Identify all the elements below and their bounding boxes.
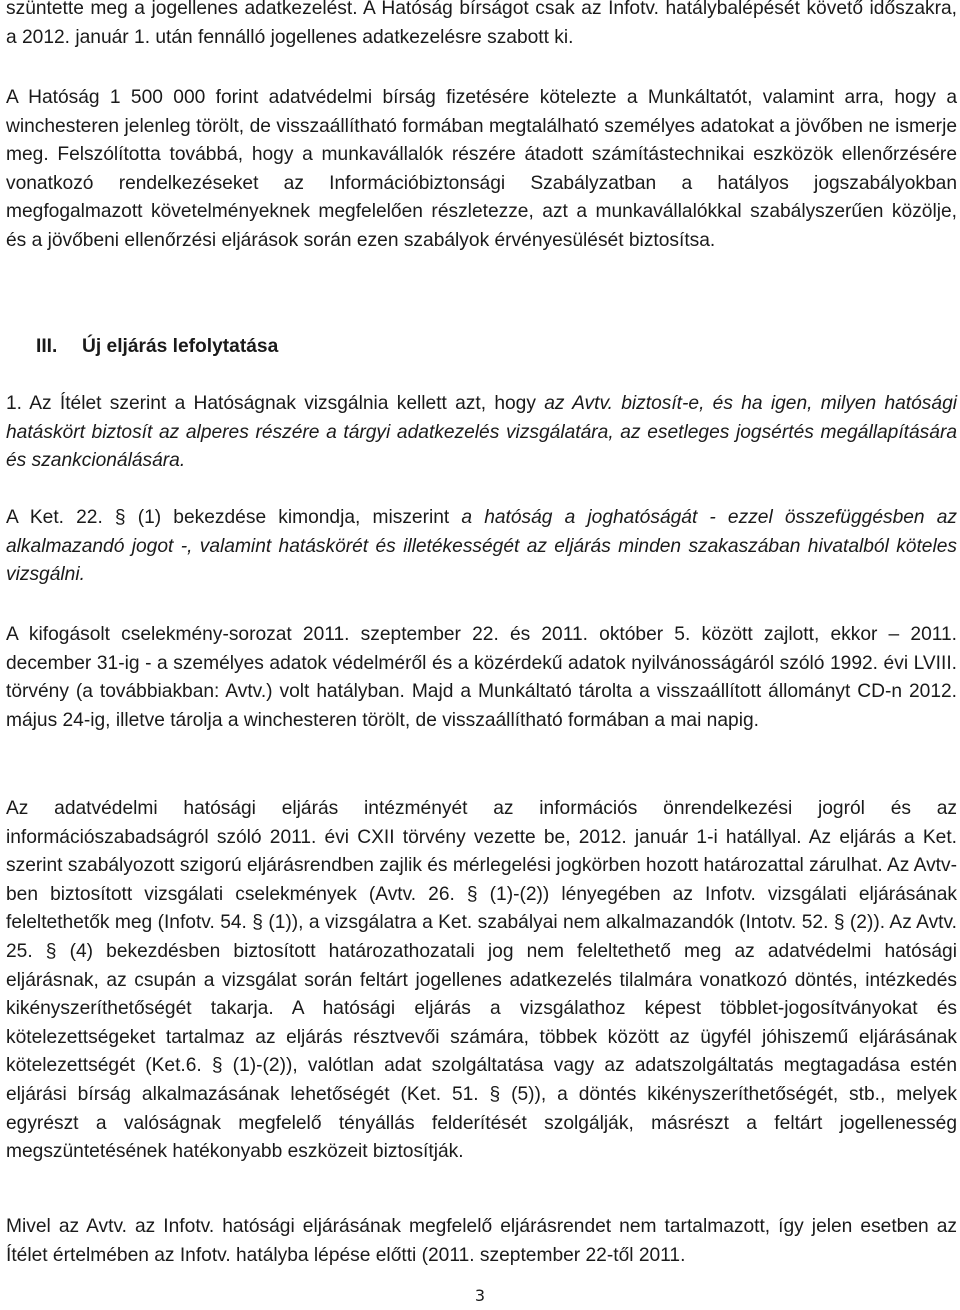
page-number: 3 — [474, 1286, 486, 1305]
paragraph-7: Mivel az Avtv. az Infotv. hatósági eljárásának megfelelő eljárásrendet nem tartalmazott, így jelen esetben az Ítélet értelmében az Infotv. hatályba lépése előtti (2011. szeptember 22-től 2011. — [6, 1216, 957, 1266]
paragraph-5: A kifogásolt cselekmény-sorozat 2011. szeptember 22. és 2011. október 5. között zajlott, ekkor – 2011. december 31-ig - a személyes adatok védelméről és a közérdekű adatok nyilvánosságáról szóló 1992. évi LVIII. törvény (a továbbiakban: Avtv.) volt hatályban. Majd a Munkáltató tárolta a visszaállított állományt CD-n 2012. május 24-ig, illetve tárolja a winchesteren törölt, de visszaállítható formában a mai napig. — [6, 624, 957, 731]
paragraph-3-lead: 1. Az Ítélet szerint a Hatóságnak vizsgálnia kellett azt, hogy — [6, 393, 545, 414]
paragraph-4-lead: A Ket. 22. § (1) bekezdése kimondja, miszerint — [6, 507, 462, 528]
section-number: III. — [36, 336, 58, 357]
paragraph-1: szüntette meg a jogellenes adatkezelést. A Hatóság bírságot csak az Infotv. hatálybalépését követő időszakra, a 2012. január 1. után fennálló jogellenes adatkezelésre szabott ki. — [6, 0, 957, 48]
section-title: Új eljárás lefolytatása — [82, 336, 279, 357]
paragraph-2: A Hatóság 1 500 000 forint adatvédelmi bírság fizetésére kötelezte a Munkáltatót, valamint arra, hogy a winchesteren jelenleg törölt, de visszaállítható formában megtalálható személyes adatokat a jövőben ne ismerje meg. Felszólította továbbá, hogy a munkavállalók részére átadott számítástechnikai eszközök ellenőrzésére vonatkozó rendelkezéseket az Információbiztonsági Szabályzatban a hatályos jogszabályokban megfogalmazott követelményeknek megfelelően részletezze, azt a munkavállalókkal szabályszerűen közölje, és a jövőbeni ellenőrzési eljárások során ezen szabályok érvényesülését biztosítsa. — [6, 87, 957, 251]
paragraph-3-quote: az Avtv. biztosít-e, és ha igen, milyen hatósági hatáskört biztosít az alperes részére a tárgyi adatkezelés vizsgálatára, az esetleges jogsértés megállapítására és szankcionálására. — [6, 393, 957, 472]
paragraph-3 — [6, 390, 957, 476]
paragraph-6: Az adatvédelmi hatósági eljárás intézményét az információs önrendelkezési jogról és az információszabadságról szóló 2011. évi CXII törvény vezette be, 2012. január 1-i hatállyal. Az eljárás a Ket. szerint szabályozott szigorú eljárásrendben zajlik és mérlegelési jogkörben hozott határozattal zárulhat. Az Avtv-ben biztosított vizsgálati cselekmények (Avtv. 26. § (1)-(2)) lényegében az Infotv. vizsgálati eljárásának feleltethetők meg (Infotv. 54. § (1)), a vizsgálatra a Ket. szabályai nem alkalmazandók (Intotv. 52. § (2)). Az Avtv. 25. § (4) bekezdésben biztosított határozathozatali jog nem feleltethető meg az adatvédelmi hatósági eljárásnak, az csupán a vizsgálat során feltárt jogellenes adatkezelés tilalmára vonatkozó döntés, intézkedés kikényszeríthetőségét takarja. A hatósági eljárás a vizsgálathoz képest többlet-jogosítványokat és kötelezettségeket tartalmaz az eljárás résztvevői számára, többek között az ügyfél jóhiszemű eljárásának kötelezettségét (Ket.6. § (1)-(2)), valótlan adat szolgáltatása vagy az adatszolgáltatás megtagadása estén eljárási bírság alkalmazásának lehetőségét (Ket. 51. § (5)), a döntés kikényszeríthetőségét, stb., melyek egyrészt a valóságnak megfelelő tényállás felderítését szolgálják, másrészt a feltárt jogellenesség megszüntetésének hatékonyabb eszközeit biztosítják. — [6, 798, 957, 1163]
paragraph-4-quote: a hatóság a joghatóságát - ezzel összefüggésben az alkalmazandó jogot -, valamint hatáskörét és illetékességét az eljárás minden szakaszában hivatalból köteles vizsgálni. — [6, 507, 957, 586]
section-heading — [36, 333, 278, 361]
paragraph-4 — [6, 504, 957, 590]
